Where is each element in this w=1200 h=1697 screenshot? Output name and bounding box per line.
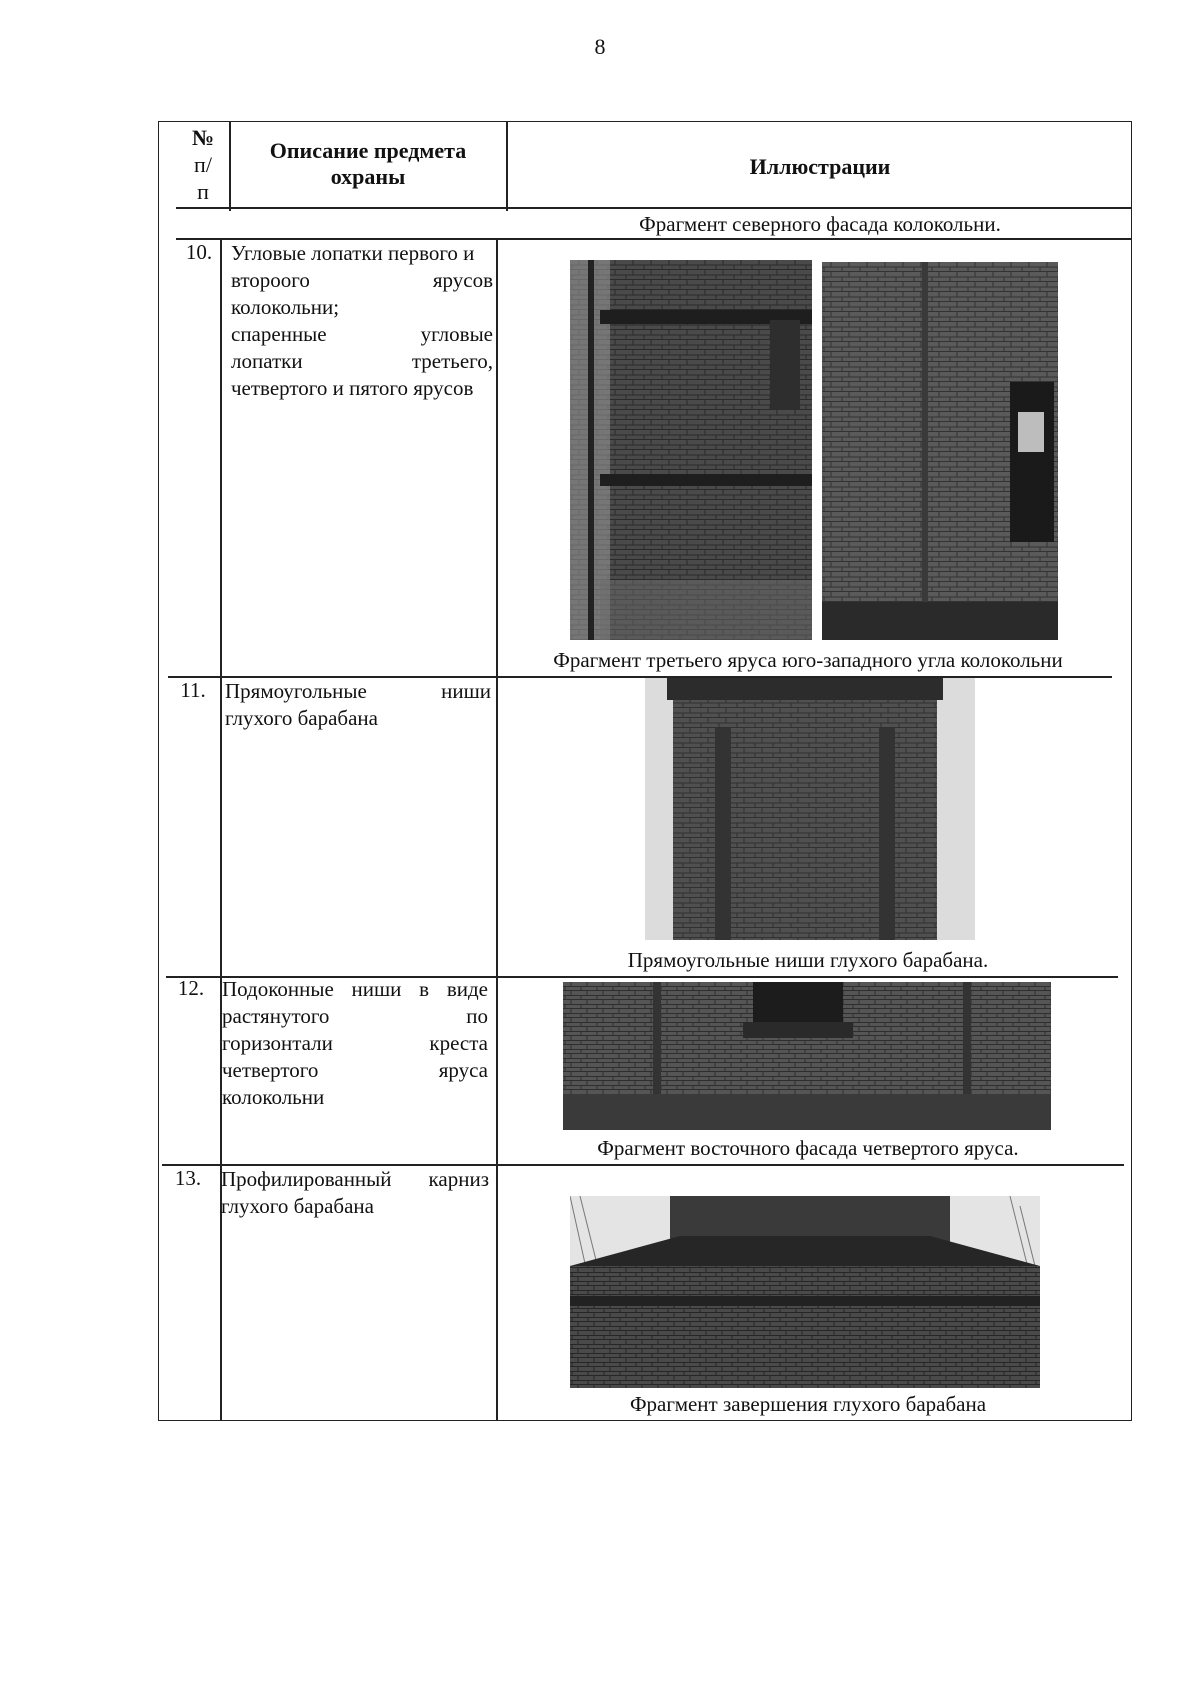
row-10-desc-line-4: спаренные угловые <box>231 322 493 346</box>
row-12-desc-line-3: горизонтали креста <box>222 1031 488 1055</box>
col-num-border-low <box>220 238 222 1421</box>
row-13-description <box>221 1166 489 1220</box>
row-10-description <box>231 240 493 402</box>
row-10-desc-line-5: лопатки третьего, <box>231 349 493 373</box>
header-description <box>232 138 504 190</box>
row-12-desc-line-2: растянутого по <box>222 1004 488 1028</box>
row-12-desc-line-5: колокольни <box>222 1085 325 1109</box>
page-number: 8 <box>594 34 606 59</box>
row-13-caption: Фрагмент завершения глухого барабана <box>629 1392 987 1416</box>
row-12-desc-line-4: четвертого яруса <box>222 1058 488 1082</box>
row-10-desc-line-6: четвертого и пятого ярусов <box>231 376 474 400</box>
row-10-desc-line-3: колокольни; <box>231 295 340 319</box>
header-description-line-2: охраны <box>330 164 406 189</box>
row-10-caption: Фрагмент третьего яруса юго-западного угла колокольни <box>553 648 1063 672</box>
row-10-desc-line-2: второого ярусов <box>231 268 493 292</box>
header-num-line-1: № <box>191 125 215 150</box>
drum-cornice-photo <box>570 1196 1040 1388</box>
row-10-number: 10. <box>185 240 213 264</box>
header-num-line-2: п/ <box>194 152 212 177</box>
row-11-caption: Прямоугольные ниши глухого барабана. <box>627 948 989 972</box>
row-11-number: 11. <box>180 678 206 702</box>
row-12-number: 12. <box>177 976 205 1000</box>
belfry-corner-photo-left <box>570 260 812 640</box>
header-num-line-3: п <box>197 179 209 204</box>
row-12-caption: Фрагмент восточного фасада четвертого яруса. <box>597 1136 1019 1160</box>
col-desc-border-low <box>496 238 498 1421</box>
header-num <box>176 124 230 205</box>
belfry-corner-photo-right <box>822 262 1058 640</box>
row-11-desc-line-2: глухого барабана <box>225 706 378 730</box>
row-13-desc-line-2: глухого барабана <box>221 1194 374 1218</box>
row-12-description <box>222 976 488 1111</box>
row-11-desc-line-1: Прямоугольные ниши <box>225 679 491 703</box>
carry-caption: Фрагмент северного фасада колокольни. <box>639 212 1001 236</box>
header-divider <box>176 207 1132 209</box>
header-illustrations: Иллюстрации <box>749 154 891 179</box>
header-description-line-1: Описание предмета <box>269 138 467 163</box>
row-13-number: 13. <box>174 1166 202 1190</box>
east-facade-photo <box>563 982 1051 1130</box>
row-10-desc-line-1: Угловые лопатки первого и <box>231 241 475 265</box>
drum-niches-photo <box>645 678 975 940</box>
row-11-description <box>225 678 491 732</box>
row-13-desc-line-1: Профилированный карниз <box>221 1167 489 1191</box>
row-12-desc-line-1: Подоконные ниши в виде <box>222 977 488 1001</box>
